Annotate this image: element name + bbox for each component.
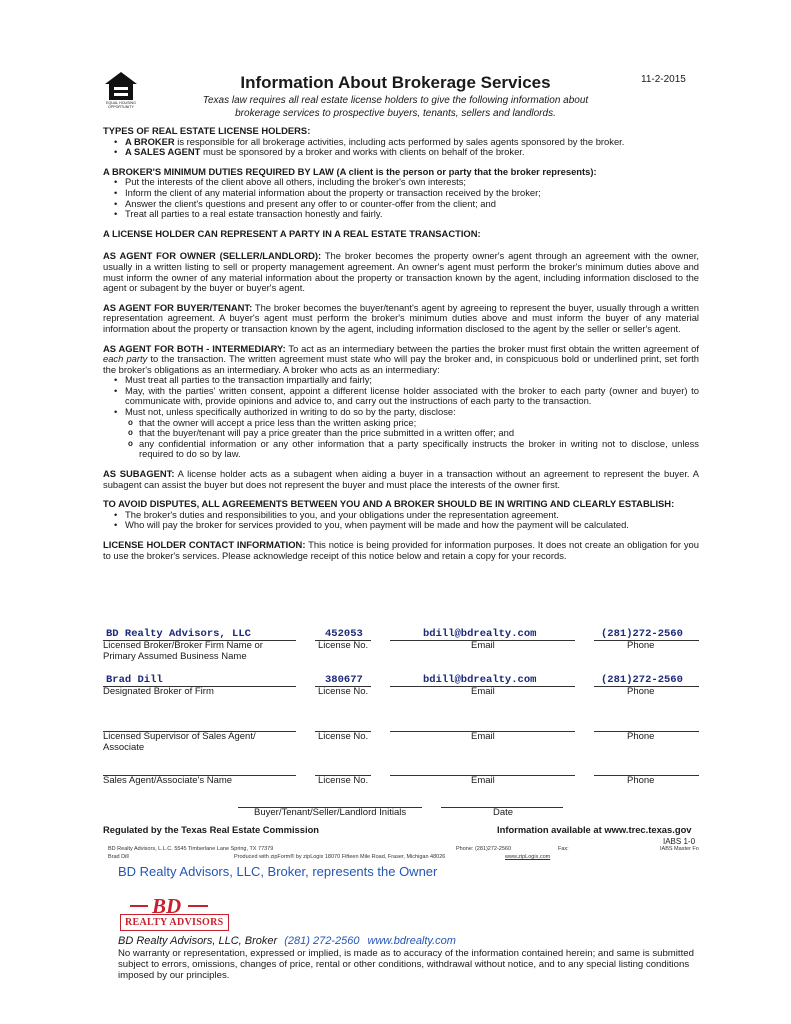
list-item: o any confidential information or any other information that a party specifically instructs the broker in writing not to disclose, unless required to do so by law.	[139, 439, 699, 460]
fineprint-agent: Brad Dill	[108, 854, 129, 860]
fineprint-fax: Fax:	[558, 846, 569, 852]
email-label: Email	[471, 640, 495, 651]
represents-statement: BD Realty Advisors, LLC, Broker, represents the Owner	[118, 864, 438, 879]
license-label: License No.	[318, 640, 369, 651]
fineprint-zipform: Produced with zipForm® by zipLogix 18070 Fifteen Mile Road, Fraser, Michigan 48026	[234, 854, 446, 860]
form-date: 11-2-2015	[641, 74, 686, 85]
page-title: Information About Brokerage Services	[240, 73, 551, 92]
types-list	[103, 137, 699, 158]
designated-broker-label: Designated Broker of Firm	[103, 686, 214, 697]
fineprint-phone: Phone: (281)272-2560	[456, 846, 512, 852]
broker-email-value[interactable]: bdill@bdrealty.com	[423, 628, 537, 640]
list-item: • A BROKER is responsible for all brokerage activities, including acts performed by sales agents sponsored by the broker.	[125, 137, 699, 148]
list-item: • Put the interests of the client above all others, including the broker's own interests;	[125, 177, 699, 188]
footer-contact	[118, 935, 456, 947]
phone-label: Phone	[627, 775, 655, 786]
license-label: License No.	[318, 686, 369, 697]
owner-paragraph: AS AGENT FOR OWNER (SELLER/LANDLORD): The broker becomes the property owner's agent through an agreement with the owner, usually in a written listing to sell or property management agreement. An owner's agent must perform the broker's minimum duties above and must inform the owner of any material information about the property or transaction known by the agent, including information disclosed to the agent or subagent by the buyer or buyer's agent.	[103, 250, 699, 294]
disputes-heading: TO AVOID DISPUTES, ALL AGREEMENTS BETWEEN YOU AND A BROKER SHOULD BE IN WRITING AND CLEARLY ESTABLISH:	[103, 498, 675, 510]
types-heading: TYPES OF REAL ESTATE LICENSE HOLDERS:	[103, 125, 311, 136]
trec-info-text: Information available at www.trec.texas.gov	[497, 824, 692, 835]
footer-website-link[interactable]: www.bdrealty.com	[367, 935, 456, 947]
list-item: • May, with the parties' written consent, appoint a different license holder associated with the broker to each party (owner and buyer) to communicate with, provide opinions and advice to, and carry out the instructions of each party to the transaction.	[125, 386, 699, 407]
regulated-text: Regulated by the Texas Real Estate Commission	[103, 824, 320, 835]
broker-license-value[interactable]: 452053	[325, 628, 363, 640]
logo-bd-text: BD	[152, 894, 182, 918]
duties-list	[103, 177, 699, 219]
page-subtitle	[150, 94, 641, 120]
footer-phone[interactable]: (281) 272-2560	[284, 935, 360, 947]
intermediary-list	[103, 375, 699, 417]
ziplogix-link[interactable]: www.zipLogix.com	[505, 854, 551, 860]
license-label: License No.	[318, 731, 369, 742]
email-label: Email	[471, 775, 495, 786]
supervisor-label: Licensed Supervisor of Sales Agent/ Associate	[103, 731, 256, 753]
broker-firm-label: Licensed Broker/Broker Firm Name or Primary Assumed Business Name	[103, 640, 263, 662]
logo-rule-left	[130, 905, 148, 907]
phone-label: Phone	[627, 731, 655, 742]
subtitle-line-1: Texas law requires all real estate license holders to give the following information about	[202, 95, 589, 106]
fineprint-master: IABS Master Fo	[660, 846, 699, 852]
email-label: Email	[471, 731, 495, 742]
designated-broker-value[interactable]: Brad Dill	[106, 674, 163, 686]
intermediary-sublist	[103, 418, 699, 460]
footer-company: BD Realty Advisors, LLC, Broker	[118, 935, 278, 947]
subtitle-line-2: brokerage services to prospective buyers, tenants, sellers and landlords.	[235, 108, 556, 119]
list-item: • Inform the client of any material information about the property or transaction received by the broker;	[125, 188, 699, 199]
phone-label: Phone	[627, 640, 655, 651]
designated-license-value[interactable]: 380677	[325, 674, 363, 686]
broker-firm-name-value[interactable]: BD Realty Advisors, LLC	[106, 628, 251, 640]
date-label: Date	[493, 807, 514, 818]
list-item: • Must treat all parties to the transaction impartially and fairly;	[125, 375, 699, 386]
logo-realty-advisors-text: REALTY ADVISORS	[120, 914, 229, 931]
intermediary-paragraph: AS AGENT FOR BOTH - INTERMEDIARY: To act as an intermediary between the parties the broker must first obtain the written agreement of each party to the transaction. The written agreement must state who will pay the broker and, in conspicuous bold or underlined print, set forth the broker's obligations as an intermediary. A broker who acts as an intermediary:	[103, 342, 700, 375]
initials-label: Buyer/Tenant/Seller/Landlord Initials	[254, 807, 407, 818]
body-text	[103, 126, 699, 561]
fineprint-address: BD Realty Advisors, L.L.C. 5545 Timberlane Lane Spring, TX 77379	[108, 846, 274, 852]
buyer-paragraph: AS AGENT FOR BUYER/TENANT: The broker becomes the buyer/tenant's agent by agreeing to represent the buyer, usually through a written representation agreement. A buyer's agent must perform the broker's minimum duties above and must inform the buyer of any material information about the property or transaction known by the agent, including information disclosed to the agent by the seller or seller's agent.	[103, 301, 699, 334]
designated-email-value[interactable]: bdill@bdrealty.com	[423, 674, 537, 686]
sales-agent-label: Sales Agent/Associate's Name	[103, 775, 233, 786]
list-item: o that the owner will accept a price less than the written asking price;	[139, 418, 699, 429]
list-item: • Treat all parties to a real estate transaction honestly and fairly.	[125, 209, 699, 220]
bd-realty-logo	[118, 896, 230, 936]
duties-heading: A BROKER'S MINIMUM DUTIES REQUIRED BY LAW (A client is the person or party that the broker represents):	[103, 165, 597, 177]
contact-paragraph: LICENSE HOLDER CONTACT INFORMATION: This notice is being provided for information purposes. It does not create an obligation for you to use the broker's services. Please acknowledge receipt of this notice below and retain a copy for your records.	[103, 539, 699, 561]
broker-phone-value[interactable]: (281)272-2560	[601, 628, 683, 640]
list-item: • The broker's duties and responsibilities to you, and your obligations under the representation agreement.	[125, 510, 699, 521]
disclaimer-text: No warranty or representation, expressed or implied, is made as to accuracy of the information contained herein; and same is submitted subject to errors, omissions, changes of price, rental or other conditions, withdrawal without notice, and to any special listing conditions imposed by our principles.	[118, 948, 694, 981]
list-item: o that the buyer/tenant will pay a price greater than the price submitted in a written offer; and	[139, 428, 699, 439]
logo-rule-right	[188, 905, 208, 907]
equal-housing-text: EQUAL HOUSING OPPORTUNITY	[106, 101, 136, 109]
list-item: • Answer the client's questions and present any offer to or counter-offer from the client; and	[125, 199, 699, 210]
form-id: IABS 1-0	[663, 837, 696, 846]
list-item: • A SALES AGENT must be sponsored by a broker and works with clients on behalf of the broker.	[125, 147, 699, 158]
designated-phone-value[interactable]: (281)272-2560	[601, 674, 683, 686]
email-label: Email	[471, 686, 495, 697]
phone-label: Phone	[627, 686, 655, 697]
license-label: License No.	[318, 775, 369, 786]
represent-heading: A LICENSE HOLDER CAN REPRESENT A PARTY IN A REAL ESTATE TRANSACTION:	[103, 227, 481, 239]
subagent-paragraph: AS SUBAGENT: A license holder acts as a subagent when aiding a buyer in a transaction without an agreement to represent the buyer. A subagent can assist the buyer but does not represent the buyer and must place the interests of the owner first.	[103, 468, 699, 490]
list-item: • Must not, unless specifically authorized in writing to do so by the party, disclose:	[125, 407, 699, 418]
disputes-list	[103, 510, 699, 531]
list-item: • Who will pay the broker for services provided to you, when payment will be made and how the payment will be calculated.	[125, 520, 699, 531]
